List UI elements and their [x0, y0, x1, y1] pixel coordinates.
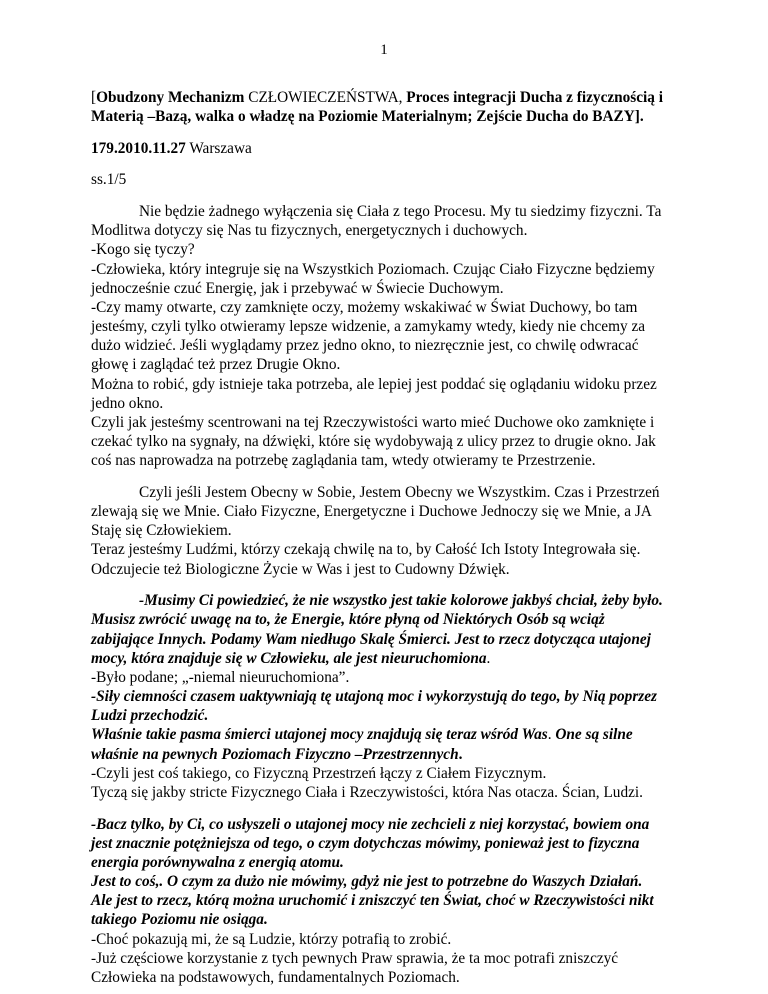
emphasis-text-2: One są silne — [555, 726, 633, 744]
emphasis-line: zabijające Innych. Podamy Wam niedługo Skalę Śmierci. Jest to rzecz dotycząca utajonej — [91, 630, 651, 648]
text-line: głowę i zaglądać też przez Drugie Okno. — [91, 356, 341, 374]
text-line: Modlitwa dotyczy się Nas tu fizycznych, energetycznych i duchowych. — [91, 222, 528, 240]
text-line: -Było podane; „-niemal nieuruchomiona”. — [91, 668, 350, 686]
text-line: Czyli jak jesteśmy scentrowani na tej Rzeczywistości warto mieć Duchowe oko zamknięte i — [91, 413, 655, 431]
page-number: 1 — [380, 42, 388, 58]
text-line-mixed — [91, 649, 490, 669]
text-line: -Czyli jest coś takiego, co Fizyczną Przestrzeń łączy z Ciałem Fizycznym. — [91, 764, 547, 782]
punctuation: . — [486, 649, 491, 667]
punctuation: . — [458, 745, 463, 763]
text-line: Teraz jesteśmy Ludźmi, którzy czekają chwilę na to, by Całość Ich Istoty Integrowała się. — [91, 541, 641, 559]
emphasis-text: Właśnie takie pasma śmierci utajonej mocy znajdują się teraz wśród Was — [91, 726, 548, 744]
title-regular-part: CZŁOWIECZEŃSTWA, — [244, 89, 407, 106]
text-line: Można to robić, gdy istnieje taka potrzeba, ale lepiej jest poddać się oglądaniu widoku przez — [91, 375, 657, 393]
title-line-1 — [91, 88, 663, 108]
date-line — [91, 139, 252, 159]
text-line: -Kogo się tyczy? — [91, 241, 195, 259]
city: Warszawa — [185, 139, 252, 157]
text-line: -Czy mamy otwarte, czy zamknięte oczy, możemy wskakiwać w Świat Duchowy, bo tam — [91, 298, 638, 316]
title-bold-part-2: Proces integracji Ducha z fizycznością i — [406, 89, 664, 106]
emphasis-line: takiego Poziomu nie osiąga. — [91, 911, 268, 929]
text-line: dużo widzieć. Jeśli wyglądamy przez jedno okno, to niezręcznie jest, co chwilę odwracać — [91, 337, 639, 355]
title-bold-part: Obudzony Mechanizm — [96, 89, 245, 106]
text-line: zlewają się we Mnie. Ciało Fizyczne, Energetyczne i Duchowe Jednoczy się we Mnie, a JA — [91, 503, 652, 521]
text-line: Staję się Człowiekiem. — [91, 522, 232, 540]
emphasis-line: Ludzi przechodzić. — [91, 707, 209, 725]
text-line: Człowieka na podstawowych, fundamentalnych Poziomach. — [91, 969, 460, 986]
text-line: jedno okno. — [91, 394, 164, 412]
emphasis-line: energia porównywalna z energią atomu. — [91, 853, 344, 871]
emphasis-line: -Bacz tylko, by Ci, co usłyszeli o utajonej mocy nie zechcieli z niej korzystać, bowiem ona — [91, 815, 650, 833]
text-line: Nie będzie żadnego wyłączenia się Ciała z tego Procesu. My tu siedzimy fizyczni. Ta — [139, 203, 662, 221]
emphasis-line: -Musimy Ci powiedzieć, że nie wszystko jest takie kolorowe jakbyś chciał, żeby było. — [139, 592, 663, 610]
text-line: jesteśmy, czyli tylko otwieramy lepsze widzenie, a zamykamy wtedy, kiedy nie chcemy za — [91, 318, 646, 336]
text-line: coś nas naprowadza na potrzebę zaglądania tam, wtedy otwieramy te Przestrzenie. — [91, 452, 596, 470]
emphasis-line: -Siły ciemności czasem uaktywniają tę utajoną moc i wykorzystują do tego, by Nią poprzez — [91, 688, 657, 706]
text-line: czekać tylko na sygnały, na dźwięki, które się wydobywają z ulicy przez to drugie okno. Jak — [91, 433, 656, 451]
emphasis-line: jest znacznie potężniejsza od tego, o czym dotychczas mówimy, ponieważ jest to fizyczna — [91, 834, 640, 852]
title-line-2 — [91, 107, 644, 127]
date-code: 179.2010.11.27 — [91, 139, 186, 157]
punctuation: . — [547, 726, 556, 744]
emphasis-text: mocy, która znajduje się w Człowieku, ale jest nieuruchomiona — [91, 649, 487, 667]
title-bracket: [ — [91, 89, 97, 106]
pages-indicator: ss.1/5 — [91, 171, 127, 189]
text-line: -Już częściowe korzystanie z tych pewnych Praw sprawia, że ta moc potrafi zniszczyć — [91, 949, 619, 967]
text-line: Czyli jeśli Jestem Obecny w Sobie, Jestem Obecny we Wszystkim. Czas i Przestrzeń — [139, 483, 660, 501]
text-line: Odczujecie też Biologiczne Życie w Was i jest to Cudowny Dźwięk. — [91, 560, 510, 578]
emphasis-line: Jest to coś,. O czym za dużo nie mówimy, gdyż nie jest to potrzebne do Waszych Działań. — [91, 873, 643, 891]
emphasis-line: Musisz zwrócić uwagę na to, że Energie, które płyną od Niektórych Osób są wciąż — [91, 611, 605, 629]
text-line-mixed — [91, 725, 633, 745]
text-line: -Choć pokazują mi, że są Ludzie, którzy potrafią to zrobić. — [91, 930, 452, 948]
text-line: Tyczą się jakby stricte Fizycznego Ciała i Rzeczywistości, która Nas otacza. Ścian, Ludzi. — [91, 783, 643, 801]
text-line: jednocześnie czuć Energię, jak i przebywać w Świecie Duchowym. — [91, 279, 504, 297]
title-line-2-text: Materią –Bazą, walka o władzę na Poziomie Materialnym; Zejście Ducha do BAZY]. — [91, 108, 644, 126]
text-line: -Człowieka, który integruje się na Wszystkich Poziomach. Czując Ciało Fizyczne będziemy — [91, 260, 655, 278]
emphasis-text: właśnie na pewnych Poziomach Fizyczno –Przestrzennych — [91, 745, 459, 763]
emphasis-line: Ale jest to rzecz, którą można uruchomić i zniszczyć ten Świat, choć w Rzeczywistości nikt — [91, 892, 654, 910]
text-line-mixed — [91, 745, 462, 765]
